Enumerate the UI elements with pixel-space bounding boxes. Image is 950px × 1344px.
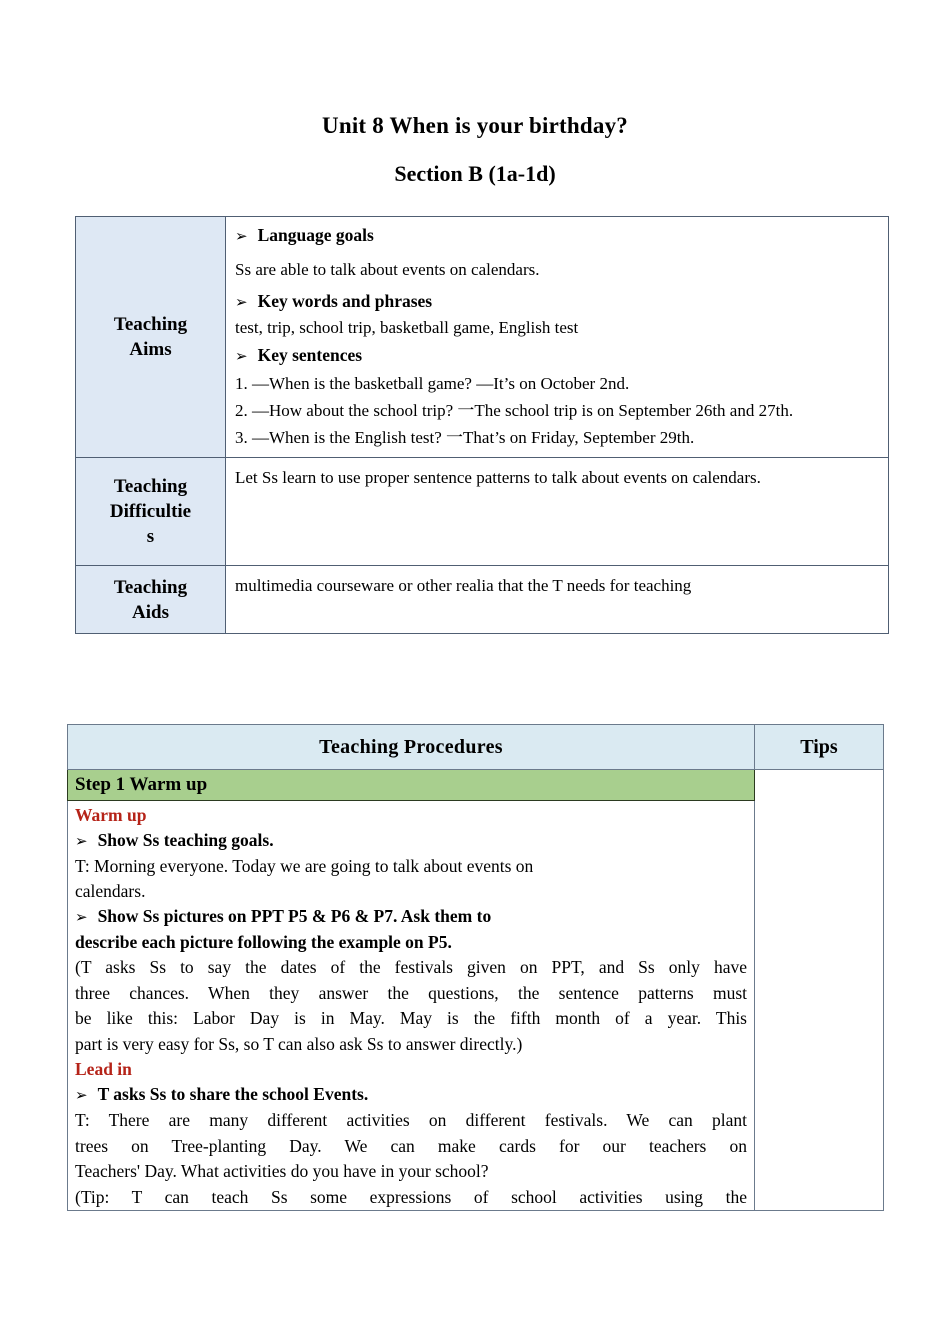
- warm-up-teacher-line-2: calendars.: [75, 881, 146, 901]
- arrow-bullet-icon: ➢: [235, 227, 248, 245]
- warm-up-bullet-2-line-2: describe each picture following the example on P5.: [75, 932, 452, 952]
- row-label-teaching-difficulties: [76, 458, 226, 566]
- tips-column-cell: [755, 770, 884, 1211]
- page-title: Unit 8 When is your birthday?: [322, 113, 628, 138]
- step-1-content: [68, 801, 755, 1211]
- row-label-line-1: Teaching: [113, 576, 188, 598]
- warm-up-note-line-1: (T asks Ss to say the dates of the festivals given on PPT, and Ss only have: [75, 957, 747, 977]
- row-label-line-3: s: [146, 526, 155, 547]
- key-words-heading-text: Key words and phrases: [257, 291, 433, 311]
- page-subtitle: Section B (1a-1d): [394, 161, 556, 186]
- arrow-bullet-icon: ➢: [75, 1086, 88, 1104]
- teaching-procedures-table: [67, 724, 884, 1211]
- warm-up-bullet-2-line-1: [75, 904, 747, 930]
- table-row-step-1: [68, 770, 884, 801]
- lead-in-heading: Lead in: [75, 1059, 132, 1079]
- row-label-line-2: Aims: [129, 339, 172, 360]
- header-tips: Tips: [755, 725, 884, 770]
- key-sentence-item: 1. —When is the basketball game? —It’s on October 2nd.: [235, 374, 630, 393]
- warm-up-bullet-1: [75, 828, 747, 854]
- warm-up-bullet-2-line-1-text: Show Ss pictures on PPT P5 & P6 & P7. Ask them to: [97, 906, 492, 926]
- warm-up-note-line-4: part is very easy for Ss, so T can also ask Ss to answer directly.): [75, 1033, 523, 1054]
- language-goals-text: Ss are able to talk about events on calendars.: [235, 260, 540, 279]
- arrow-bullet-icon: ➢: [235, 347, 248, 365]
- row-label-line-2: Difficultie: [109, 501, 192, 522]
- warm-up-bullet-1-text: Show Ss teaching goals.: [97, 830, 274, 850]
- warm-up-note-line-3: be like this: Labor Day is in May. May is the fifth month of a year. This: [75, 1008, 747, 1028]
- lead-in-body-line-3: Teachers' Day. What activities do you have in your school?: [75, 1161, 489, 1181]
- table-header-row: [68, 725, 884, 770]
- teaching-difficulties-text: Let Ss learn to use proper sentence patterns to talk about events on calendars.: [235, 468, 761, 487]
- lead-in-bullet-1: [75, 1082, 747, 1108]
- row-label-line-2: Aids: [132, 601, 169, 623]
- row-label-line-1: Teaching: [113, 476, 188, 497]
- language-goals-heading: [235, 222, 879, 250]
- step-1-label: Step 1 Warm up: [68, 770, 755, 801]
- arrow-bullet-icon: ➢: [235, 293, 248, 311]
- language-goals-heading-text: Language goals: [257, 225, 374, 245]
- key-sentence-item: 3. —When is the English test? 一That’s on Friday, September 29th.: [235, 428, 695, 447]
- key-sentences-list: [235, 370, 879, 451]
- key-words-heading: [235, 284, 879, 316]
- key-words-text: test, trip, school trip, basketball game, English test: [235, 318, 579, 337]
- key-sentence-item: 2. —How about the school trip? 一The school trip is on September 26th and 27th.: [235, 401, 794, 420]
- warm-up-teacher-line-1: T: Morning everyone. Today we are going to talk about events on: [75, 856, 534, 876]
- row-body-teaching-aims: [226, 217, 889, 458]
- row-body-teaching-aids: [226, 566, 889, 634]
- lead-in-bullet-1-text: T asks Ss to share the school Events.: [97, 1084, 369, 1104]
- arrow-bullet-icon: ➢: [75, 832, 88, 850]
- warm-up-heading: Warm up: [75, 805, 147, 825]
- teaching-aids-text: multimedia courseware or other realia that the T needs for teaching: [235, 576, 692, 595]
- teaching-aims-table: [75, 216, 889, 634]
- key-sentences-heading: [235, 339, 879, 370]
- title-block: [0, 0, 950, 188]
- table-row-teaching-aids: [76, 566, 889, 634]
- warm-up-note-line-2: three chances. When they answer the questions, the sentence patterns must: [75, 982, 747, 1003]
- lead-in-body-line-4: (Tip: T can teach Ss some expressions of school activities using the: [75, 1186, 747, 1207]
- lead-in-body-line-2: trees on Tree-planting Day. We can make cards for our teachers on: [75, 1135, 747, 1156]
- row-label-teaching-aims: [76, 217, 226, 458]
- row-label-teaching-aids: [76, 566, 226, 634]
- key-sentences-heading-text: Key sentences: [257, 345, 363, 365]
- arrow-bullet-icon: ➢: [75, 908, 88, 926]
- row-body-teaching-difficulties: [226, 458, 889, 566]
- table-row-teaching-aims: [76, 217, 889, 458]
- lead-in-body-line-1: T: There are many different activities on different festivals. We can plant: [75, 1110, 747, 1130]
- header-teaching-procedures: Teaching Procedures: [68, 725, 755, 770]
- table-row-teaching-difficulties: [76, 458, 889, 566]
- row-label-line-1: Teaching: [113, 314, 188, 335]
